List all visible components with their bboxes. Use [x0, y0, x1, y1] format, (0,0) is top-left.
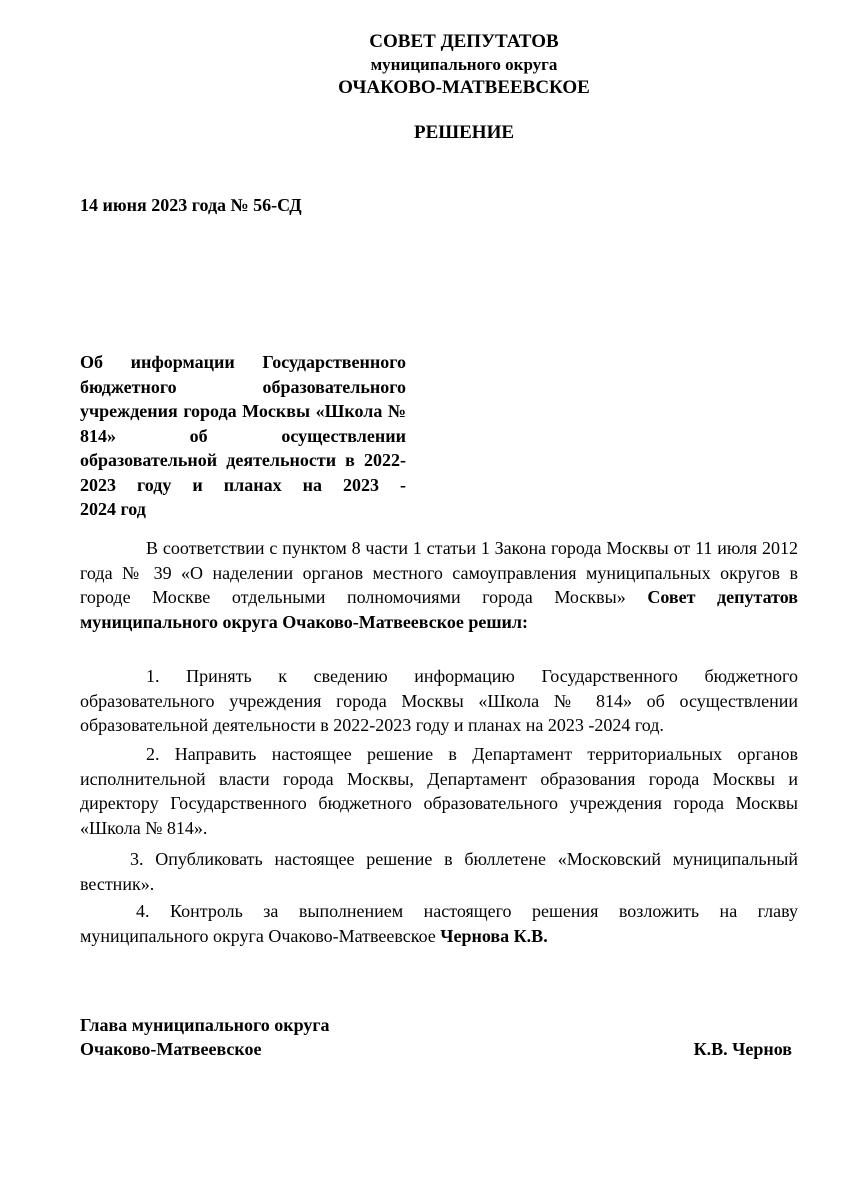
- subject-block: [80, 350, 406, 522]
- document-type: РЕШЕНИЕ: [413, 122, 515, 143]
- preamble-decision: Совет депутатов муниципального округа Очаково-Матвеевское решил:: [80, 587, 798, 632]
- subject-text: Об информации Государственного бюджетного образовательного учреждения города Москвы «Школа № 814» об осуществлении образовательной деятельности в 2022-2023 году и планах на 2023 -: [80, 352, 406, 495]
- preamble-paragraph: [80, 536, 798, 634]
- signature-title-line2: Очаково-Матвеевское: [80, 1039, 262, 1059]
- subject-last-line: 2024 год: [80, 499, 146, 519]
- signature-name: К.В. Чернов: [693, 1039, 792, 1059]
- decision-item-4: [80, 899, 798, 948]
- preamble-text: В соответствии с пунктом 8 части 1 статьи 1 Закона города Москвы от 11 июля 2012 года № 39 «О наделении органов местного самоуправления муниципальных округов в городе Москве отдельными полномочиями города Москвы»: [80, 538, 798, 608]
- header-district-label: муниципального округа: [370, 55, 558, 74]
- decision-item-4-name: Чернова К.В.: [440, 925, 548, 946]
- signature-title-line1: Глава муниципального округа: [80, 1015, 330, 1035]
- header-district-name: ОЧАКОВО-МАТВЕЕВСКОЕ: [338, 77, 590, 98]
- decision-item-2: 2. Направить настоящее решение в Департамент территориальных органов исполнительной власти города Москвы, Департамент образования города Москвы и директору Государственного бюджетного образовательного учреждения города Москвы «Школа № 814».: [80, 744, 798, 838]
- signature-block: [80, 1013, 792, 1061]
- decision-item-1: 1. Принять к сведению информацию Государственного бюджетного образовательного учреждения города Москвы «Школа № 814» об осуществлении образовательной деятельности в 2022-2023 году и планах на 2023 -2024 год.: [80, 666, 798, 736]
- date-number: 14 июня 2023 года № 56-СД: [80, 195, 302, 215]
- decision-item-3: 3. Опубликовать настоящее решение в бюллетене «Московский муниципальный вестник».: [80, 849, 798, 894]
- header-council-title: СОВЕТ ДЕПУТАТОВ: [369, 31, 559, 52]
- decision-item-4-text: 4. Контроль за выполнением настоящего решения возложить на главу муниципального округа Очаково-Матвеевское: [80, 901, 798, 946]
